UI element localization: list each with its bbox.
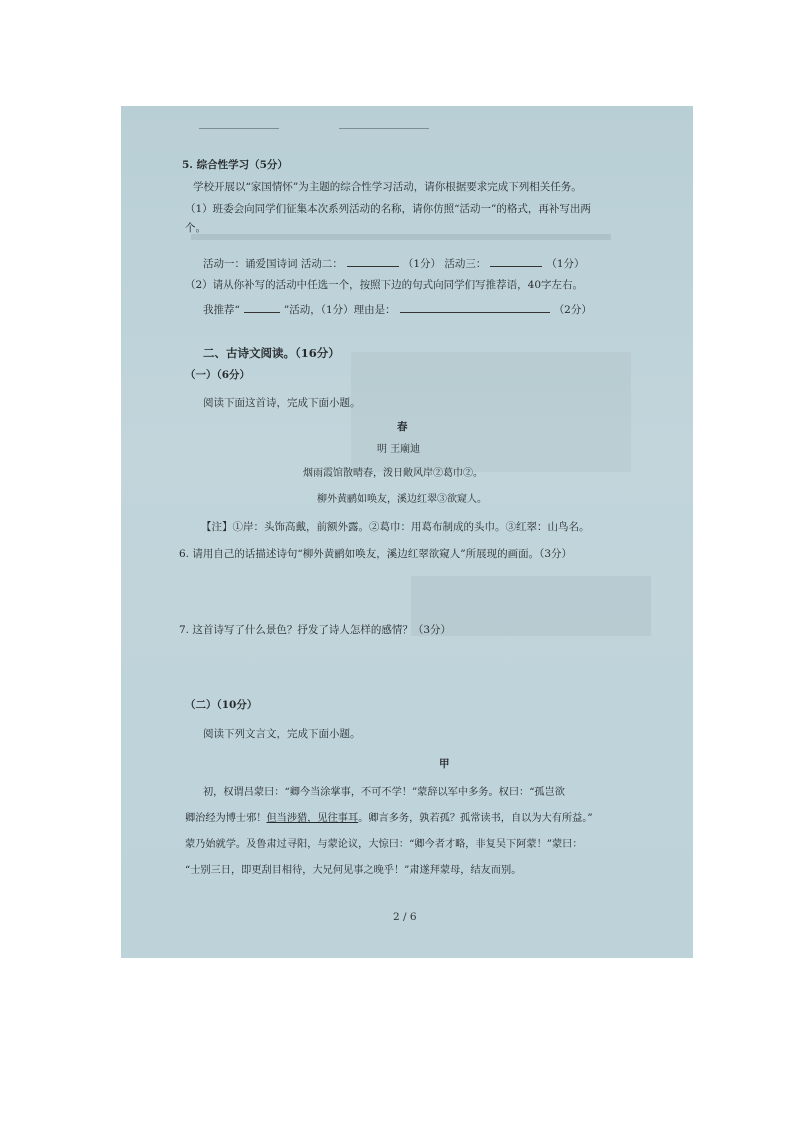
- passage-line2-a: 卿治经为博士邪！: [185, 813, 267, 824]
- recommend-part2: ”活动，（1分）理由是：: [283, 304, 396, 316]
- recommend-part1: 我推荐“: [203, 304, 240, 316]
- page-number: 2 / 6: [393, 911, 417, 923]
- bleed-through-mark: [191, 234, 611, 240]
- question-6: 6. 请用自己的话描述诗句“柳外黄鹂如唤友，溪边红翠欲窥人”所展现的画面。（3分）: [179, 548, 573, 560]
- activities-part3: （1分）: [546, 258, 585, 270]
- sub2-title: （二）（10分）: [185, 699, 258, 711]
- section5-title: 5. 综合性学习（5分）: [182, 159, 288, 171]
- recommend-part3: （2分）: [553, 304, 592, 316]
- question-7: 7. 这首诗写了什么景色？抒发了诗人怎样的感情？（3分）: [179, 624, 452, 636]
- activities-part2: （1分） 活动三：: [402, 258, 487, 270]
- sub2-instruction: 阅读下列文言文，完成下面小题。: [203, 728, 361, 740]
- poem-author: 明 王廟迪: [377, 444, 421, 455]
- poem-title: 春: [397, 421, 408, 433]
- q1-line1: （1）班委会向同学们征集本次系列活动的名称，请你仿照“活动一”的格式，再补写出两: [185, 203, 591, 215]
- passage-title: 甲: [439, 758, 450, 770]
- passage-line3: 蒙乃始就学。及鲁肃过寻阳，与蒙论议，大惊曰：“卿今者才略，非复吴下阿蒙！”蒙曰：: [185, 839, 583, 850]
- q1-line2: 个。: [185, 222, 206, 234]
- poem-note: 【注】①岸：头饰高戴，前额外露。②葛巾：用葛布制成的头巾。③红翠：山鸟名。: [201, 521, 590, 533]
- header-rule-right: [339, 128, 429, 129]
- passage-line4: “士别三日，即更刮目相待，大兄何见事之晚乎！”肃遂拜蒙母，结友而别。: [185, 865, 522, 876]
- passage-line2-underlined: 但当涉猎，见往事耳: [266, 813, 359, 824]
- recommend-line: [203, 302, 592, 317]
- activities-part1: 活动一：诵爱国诗词 活动二：: [203, 258, 343, 270]
- answer-blank-reason[interactable]: [400, 302, 550, 313]
- answer-blank-activity2[interactable]: [347, 256, 399, 267]
- section5-intro: 学校开展以“家国情怀”为主题的综合性学习活动，请你根据要求完成下列相关任务。: [193, 181, 582, 193]
- q2-text: （2）请从你补写的活动中任选一个，按照下边的句式向同学们写推荐语，40字左右。: [185, 279, 584, 291]
- passage-line2-c: 。卿言多务，孰若孤？孤常读书，自以为大有所益。”: [358, 813, 593, 824]
- sub1-instruction: 阅读下面这首诗，完成下面小题。: [203, 397, 361, 409]
- passage-line1: 初，权谓吕蒙曰：“卿今当涂掌事，不可不学！”蒙辞以军中多务。权曰：“孤岂欲: [203, 787, 565, 798]
- sub1-title: （一）（6分）: [185, 369, 251, 381]
- answer-blank-recommend[interactable]: [244, 302, 280, 313]
- activities-line: [203, 256, 585, 271]
- poem-line2: 柳外黄鹂如唤友，溪边红翠③欲窥人。: [317, 494, 487, 505]
- poem-line1: 烟雨霞馆散晴春，泼日敞风岸②葛巾②。: [303, 468, 483, 479]
- scanned-page: [121, 106, 693, 958]
- section2-title: 二、古诗文阅读。（16分）: [203, 346, 340, 360]
- header-rule-left: [199, 128, 279, 129]
- passage-line2: [185, 812, 593, 826]
- answer-blank-activity3[interactable]: [490, 256, 542, 267]
